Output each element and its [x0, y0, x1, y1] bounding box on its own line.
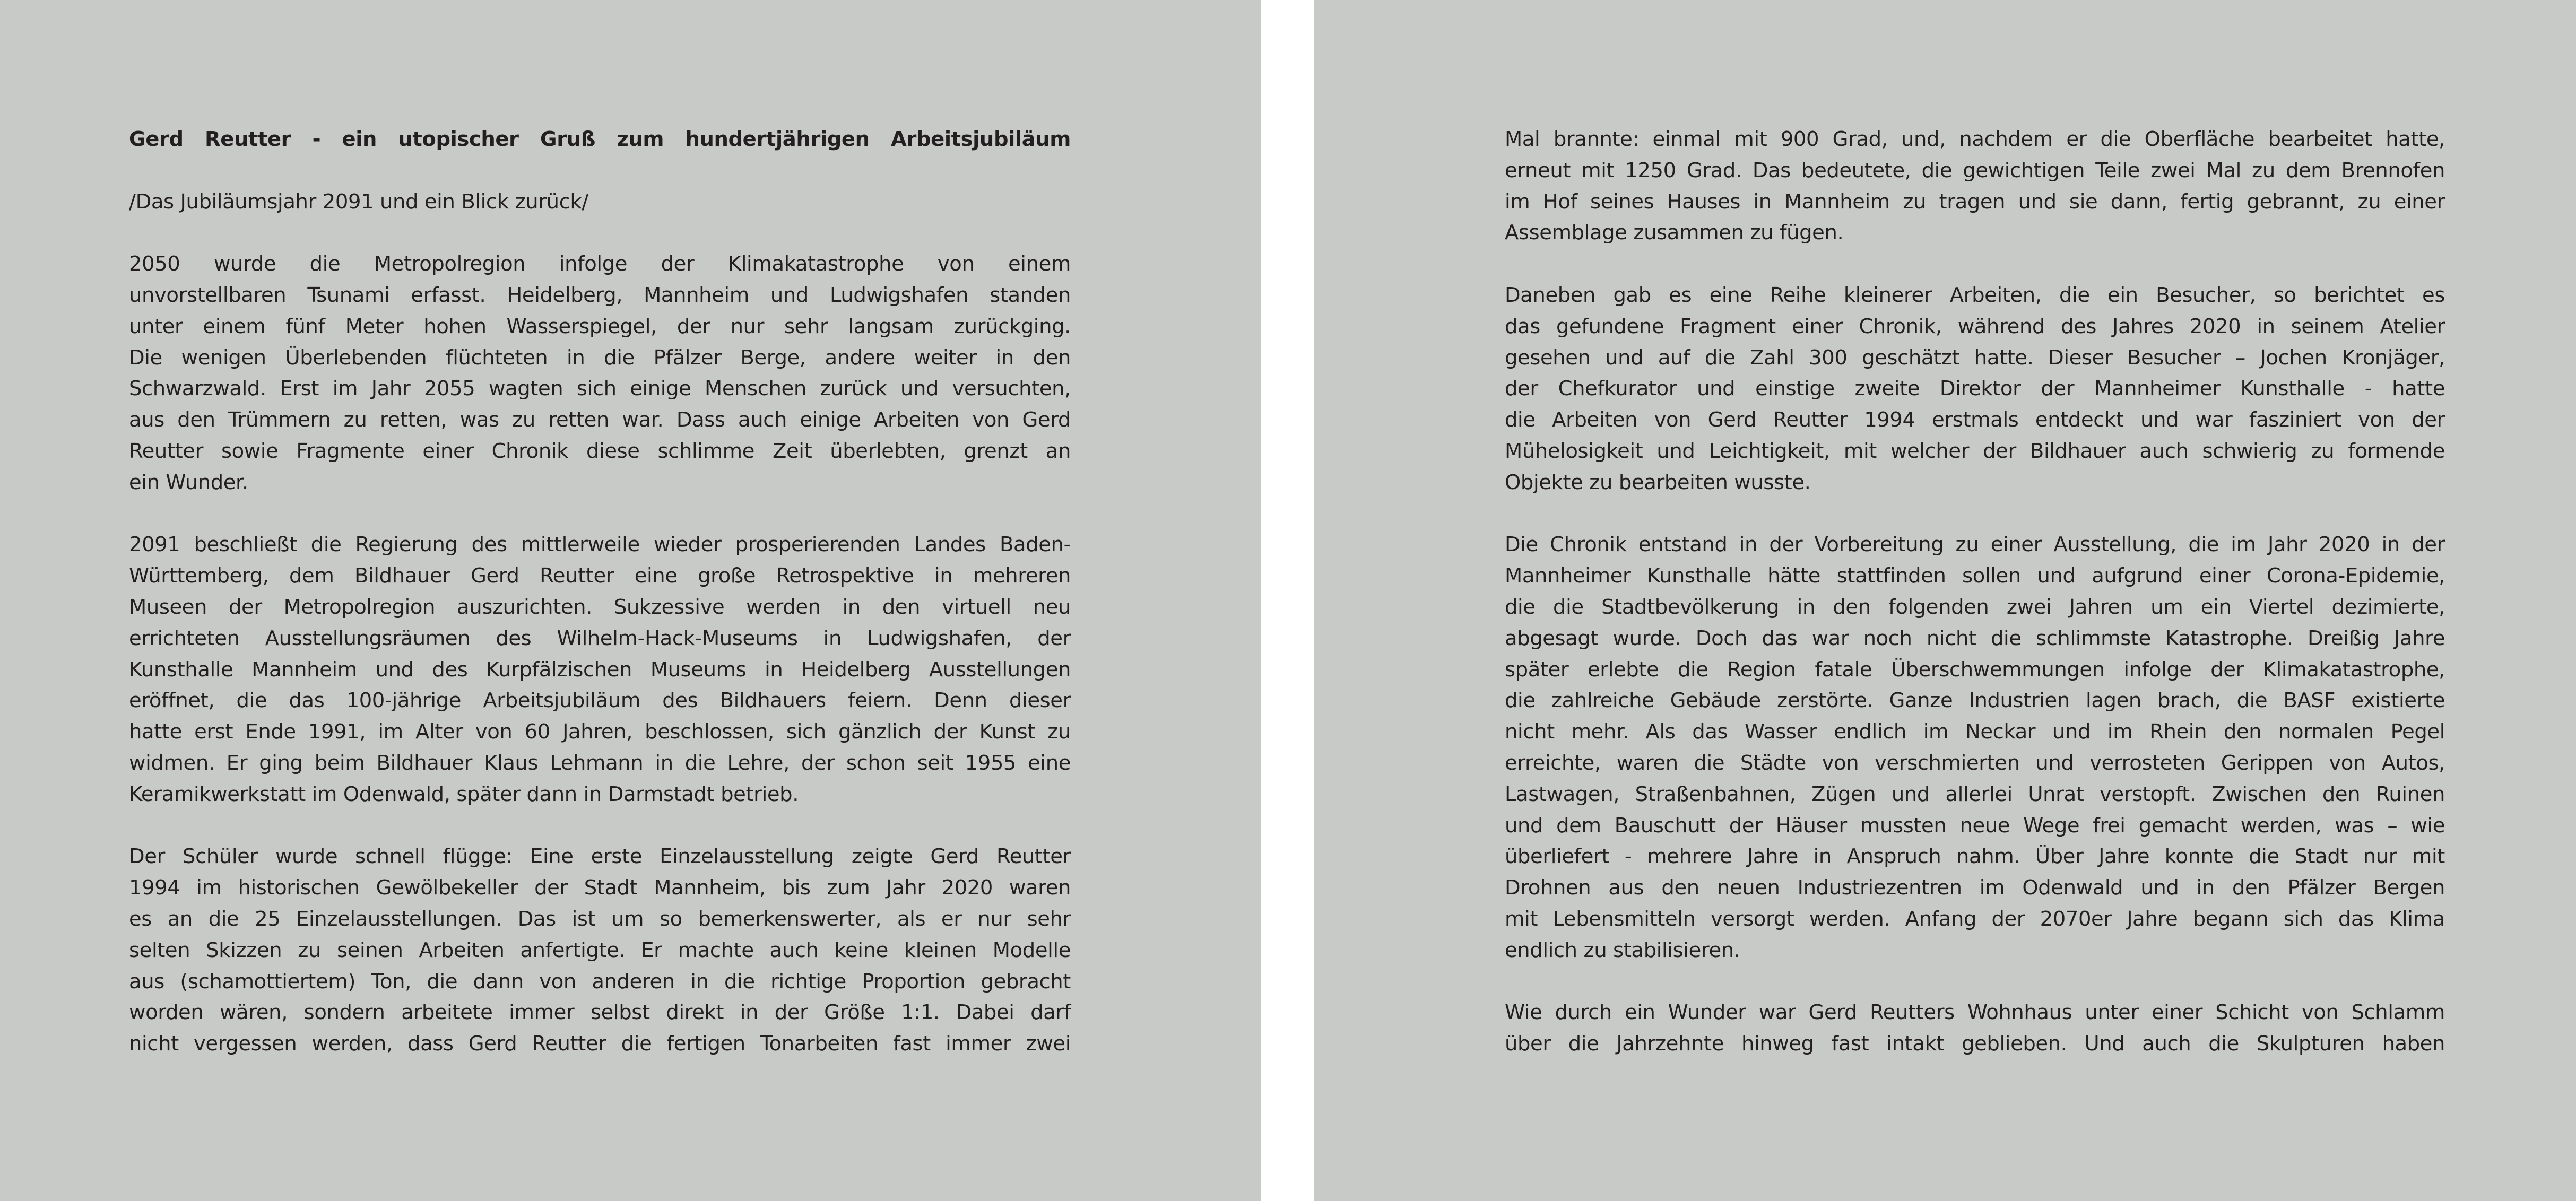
text-line: eröffnet, die das 100-jährige Arbeitsjubiläum des Bildhauers feiern. Denn dieser — [129, 689, 1071, 713]
text-line: Keramikwerkstatt im Odenwald, später dann in Darmstadt betrieb. — [129, 782, 799, 806]
text-line: überliefert - mehrere Jahre in Anspruch nahm. Über Jahre konnte die Stadt nur mit — [1505, 845, 2445, 869]
paragraph-5 — [1505, 280, 2445, 499]
text-line: ein Wunder. — [129, 470, 248, 494]
text-line: Lastwagen, Straßenbahnen, Zügen und allerlei Unrat verstopft. Zwischen den Ruinen — [1505, 782, 2445, 806]
article-title: Gerd Reutter - ein utopischer Gruß zum hundertjährigen Arbeitsjubiläum — [129, 127, 1071, 151]
text-line: hatte erst Ende 1991, im Alter von 60 Jahren, beschlossen, sich gänzlich der Kunst zu — [129, 720, 1071, 744]
text-line: Reutter sowie Fragmente einer Chronik diese schlimme Zeit überlebten, grenzt an — [129, 439, 1071, 463]
text-line: aus (schamottiertem) Ton, die dann von anderen in die richtige Proportion gebracht — [129, 969, 1071, 994]
text-line: 2050 wurde die Metropolregion infolge der Klimakatastrophe von einem — [129, 252, 1071, 276]
text-line: Mannheimer Kunsthalle hätte stattfinden sollen und aufgrund einer Corona-Epidemie, — [1505, 564, 2445, 588]
text-line: Der Schüler wurde schnell flügge: Eine erste Einzelausstellung zeigte Gerd Reutter — [129, 845, 1071, 869]
text-line: unvorstellbaren Tsunami erfasst. Heidelberg, Mannheim und Ludwigshafen standen — [129, 283, 1071, 307]
right-text-column — [1505, 124, 2445, 1060]
page-gutter — [1261, 0, 1314, 1201]
text-line: die zahlreiche Gebäude zerstörte. Ganze Industrien lagen brach, die BASF existierte — [1505, 689, 2445, 713]
text-line: widmen. Er ging beim Bildhauer Klaus Lehmann in die Lehre, der schon seit 1955 eine — [129, 751, 1071, 775]
text-line: der Chefkurator und einstige zweite Direktor der Mannheimer Kunsthalle - hatte — [1505, 377, 2445, 401]
text-line: Württemberg, dem Bildhauer Gerd Reutter eine große Retrospektive in mehreren — [129, 564, 1071, 588]
paragraph-7 — [1505, 997, 2445, 1060]
text-line: errichteten Ausstellungsräumen des Wilhelm-Hack-Museums in Ludwigshafen, der — [129, 626, 1071, 650]
text-line: Museen der Metropolregion auszurichten. Sukzessive werden in den virtuell neu — [129, 595, 1071, 619]
paragraph-2 — [129, 529, 1071, 810]
text-line: abgesagt wurde. Doch das war noch nicht die schlimmste Katastrophe. Dreißig Jahre — [1505, 626, 2445, 650]
text-line: Drohnen aus den neuen Industriezentren im Odenwald und in den Pfälzer Bergen — [1505, 876, 2445, 900]
text-line: mit Lebensmitteln versorgt werden. Anfang der 2070er Jahre begann sich das Klima — [1505, 907, 2445, 931]
text-line: selten Skizzen zu seinen Arbeiten anfertigte. Er machte auch keine kleinen Modelle — [129, 938, 1071, 962]
text-line: Wie durch ein Wunder war Gerd Reutters Wohnhaus unter einer Schicht von Schlamm — [1505, 1000, 2445, 1025]
text-line: erneut mit 1250 Grad. Das bedeutete, die gewichtigen Teile zwei Mal zu dem Brennofen — [1505, 158, 2445, 182]
text-line: Daneben gab es eine Reihe kleinerer Arbeiten, die ein Besucher, so berichtet es — [1505, 283, 2445, 307]
right-page — [1314, 0, 2576, 1201]
text-line: die Arbeiten von Gerd Reutter 1994 erstmals entdeckt und war fasziniert von der — [1505, 408, 2445, 432]
text-line: erreichte, waren die Städte von verschmierten und verrosteten Gerippen von Autos, — [1505, 751, 2445, 775]
text-line: über die Jahrzehnte hinweg fast intakt geblieben. Und auch die Skulpturen haben — [1505, 1032, 2445, 1056]
text-line: das gefundene Fragment einer Chronik, während des Jahres 2020 in seinem Atelier — [1505, 314, 2445, 338]
text-line: Schwarzwald. Erst im Jahr 2055 wagten sich einige Menschen zurück und versuchten, — [129, 377, 1071, 401]
text-line: später erlebte die Region fatale Überschwemmungen infolge der Klimakatastrophe, — [1505, 657, 2445, 682]
text-line: Objekte zu bearbeiten wusste. — [1505, 470, 1811, 494]
paragraph-3 — [129, 841, 1071, 1060]
text-line: 1994 im historischen Gewölbekeller der Stadt Mannheim, bis zum Jahr 2020 waren — [129, 876, 1071, 900]
text-line: gesehen und auf die Zahl 300 geschätzt hatte. Dieser Besucher – Jochen Kronjäger, — [1505, 345, 2445, 370]
text-line: es an die 25 Einzelausstellungen. Das ist um so bemerkenswerter, als er nur sehr — [129, 907, 1071, 931]
paragraph-6 — [1505, 529, 2445, 966]
text-line: Die wenigen Überlebenden flüchteten in die Pfälzer Berge, andere weiter in den — [129, 345, 1071, 370]
text-line: worden wären, sondern arbeitete immer selbst direkt in der Größe 1:1. Dabei darf — [129, 1000, 1071, 1025]
text-line: Die Chronik entstand in der Vorbereitung zu einer Ausstellung, die im Jahr 2020 in der — [1505, 533, 2445, 557]
text-line: Mal brannte: einmal mit 900 Grad, und, nachdem er die Oberfläche bearbeitet hatte, — [1505, 127, 2445, 151]
paragraph-4 — [1505, 124, 2445, 249]
text-line: Assemblage zusammen zu fügen. — [1505, 221, 1844, 245]
text-line: aus den Trümmern zu retten, was zu retten war. Dass auch einige Arbeiten von Gerd — [129, 408, 1071, 432]
text-line: nicht vergessen werden, dass Gerd Reutter die fertigen Tonarbeiten fast immer zwei — [129, 1032, 1071, 1056]
text-line: die die Stadtbevölkerung in den folgenden zwei Jahren um ein Viertel dezimierte, — [1505, 595, 2445, 619]
text-line: unter einem fünf Meter hohen Wasserspiegel, der nur sehr langsam zurückging. — [129, 314, 1071, 338]
text-line: 2091 beschließt die Regierung des mittlerweile wieder prosperierenden Landes Baden- — [129, 533, 1071, 557]
text-line: endlich zu stabilisieren. — [1505, 938, 1740, 962]
text-line: nicht mehr. Als das Wasser endlich im Neckar und im Rhein den normalen Pegel — [1505, 720, 2445, 744]
left-page — [0, 0, 1261, 1201]
text-line: im Hof seines Hauses in Mannheim zu tragen und sie dann, fertig gebrannt, zu einer — [1505, 189, 2445, 214]
text-line: Kunsthalle Mannheim und des Kurpfälzischen Museums in Heidelberg Ausstellungen — [129, 657, 1071, 682]
paragraph-1 — [129, 249, 1071, 498]
text-line: Mühelosigkeit und Leichtigkeit, mit welcher der Bildhauer auch schwierig zu formende — [1505, 439, 2445, 463]
article-subtitle: /Das Jubiläumsjahr 2091 und ein Blick zurück/ — [129, 189, 588, 214]
text-line: und dem Bauschutt der Häuser mussten neue Wege frei gemacht werden, was – wie — [1505, 813, 2445, 838]
left-text-column — [129, 124, 1071, 1060]
